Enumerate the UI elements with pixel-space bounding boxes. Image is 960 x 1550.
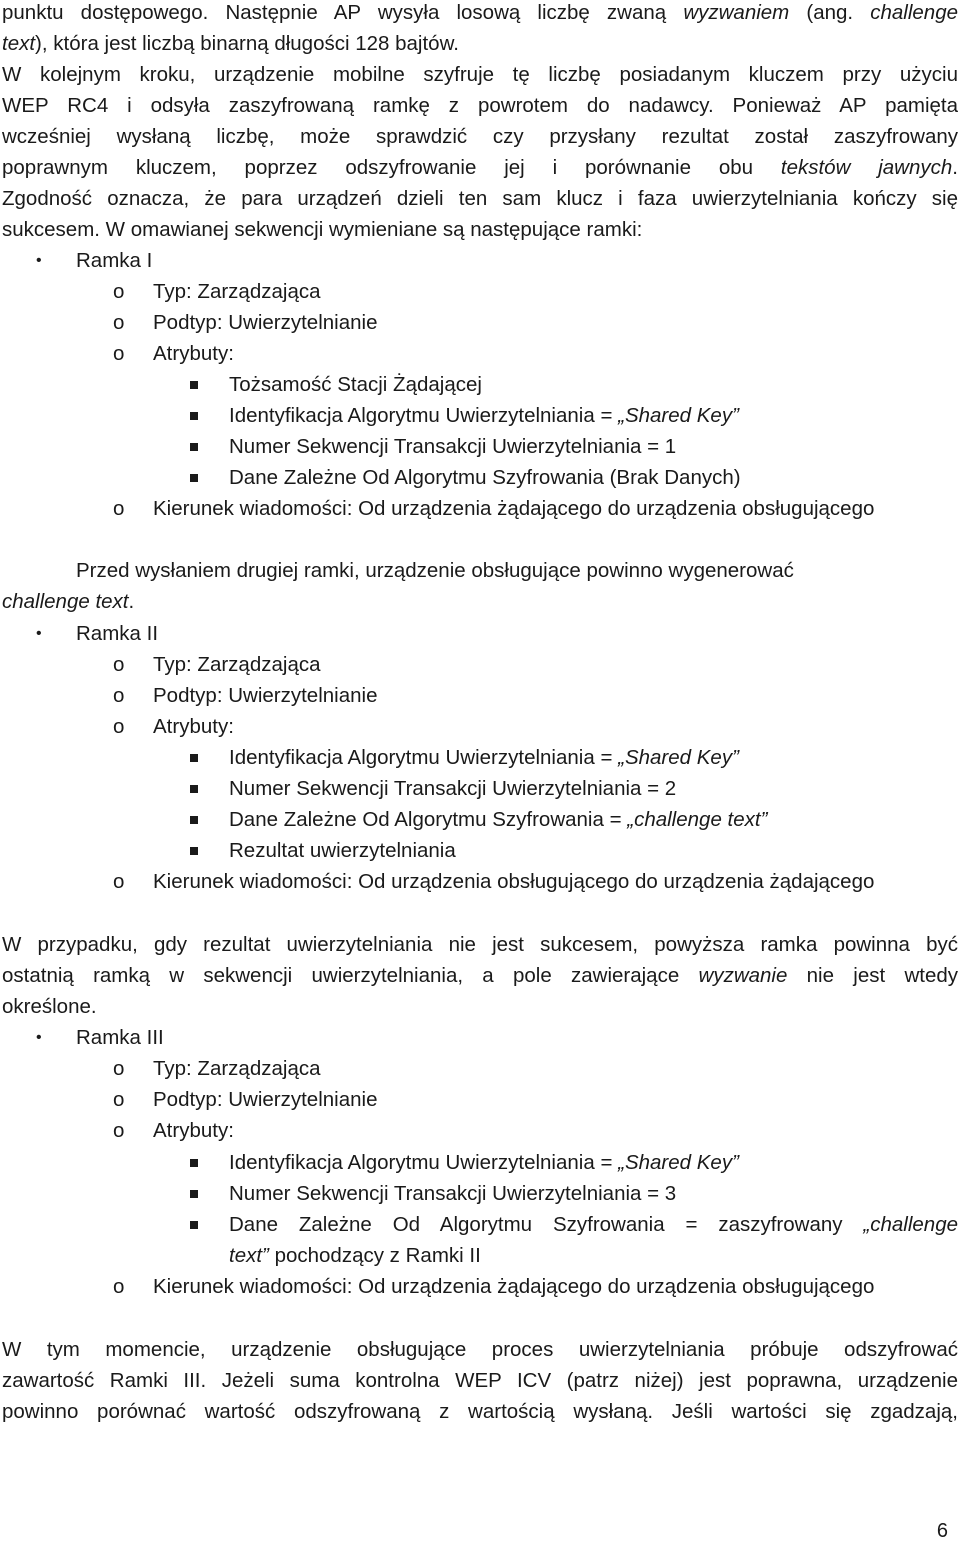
frame-title: Ramka II — [76, 622, 159, 645]
attribute-item-continued: text” pochodzący z Ramki II — [229, 1244, 481, 1267]
sub-bullet-icon: o — [113, 311, 125, 334]
bullet-icon: • — [36, 252, 42, 269]
frame-title: Ramka III — [76, 1026, 164, 1049]
text-line: challenge text. — [2, 590, 135, 613]
sub-bullet-icon: o — [113, 1057, 125, 1080]
square-bullet-icon — [190, 785, 198, 793]
frame-subtype: Podtyp: Uwierzytelnianie — [153, 311, 378, 334]
attribute-item: Dane Zależne Od Algorytmu Szyfrowania = „challenge text” — [229, 808, 768, 831]
attribute-item: Identyfikacja Algorytmu Uwierzytelniania = „Shared Key” — [229, 404, 739, 427]
frame-direction: Kierunek wiadomości: Od urządzenia żądającego do urządzenia obsługującego — [153, 1275, 875, 1298]
square-bullet-icon — [190, 412, 198, 420]
frame-attributes: Atrybuty: — [153, 342, 234, 365]
square-bullet-icon — [190, 1221, 198, 1229]
frame-direction: Kierunek wiadomości: Od urządzenia żądającego do urządzenia obsługującego — [153, 497, 875, 520]
sub-bullet-icon: o — [113, 1088, 125, 1111]
attribute-item: Tożsamość Stacji Żądającej — [229, 373, 482, 396]
text-line: zawartość Ramki III. Jeżeli suma kontrolna WEP ICV (patrz niżej) jest poprawna, urządzenie — [2, 1369, 958, 1392]
text-line: poprawnym kluczem, poprzez odszyfrowanie jej i porównanie obu tekstów jawnych. — [2, 156, 958, 179]
attribute-item: Numer Sekwencji Transakcji Uwierzytelniania = 2 — [229, 777, 677, 800]
frame-type: Typ: Zarządzająca — [153, 280, 321, 303]
attribute-item: Dane Zależne Od Algorytmu Szyfrowania (Brak Danych) — [229, 466, 741, 489]
text-line: punktu dostępowego. Następnie AP wysyła losową liczbę zwaną wyzwaniem (ang. challenge — [2, 1, 958, 24]
attribute-item: Numer Sekwencji Transakcji Uwierzytelniania = 1 — [229, 435, 677, 458]
attribute-item: Identyfikacja Algorytmu Uwierzytelniania = „Shared Key” — [229, 1151, 739, 1174]
bullet-icon: • — [36, 1029, 42, 1046]
attribute-item: Identyfikacja Algorytmu Uwierzytelniania = „Shared Key” — [229, 746, 739, 769]
text-line: sukcesem. W omawianej sekwencji wymieniane są następujące ramki: — [2, 218, 643, 241]
text-line: W tym momencie, urządzenie obsługujące proces uwierzytelniania próbuje odszyfrować — [2, 1338, 958, 1361]
frame-attributes: Atrybuty: — [153, 1119, 234, 1142]
square-bullet-icon — [190, 754, 198, 762]
bullet-icon: • — [36, 625, 42, 642]
sub-bullet-icon: o — [113, 715, 125, 738]
square-bullet-icon — [190, 443, 198, 451]
attribute-item: Rezultat uwierzytelniania — [229, 839, 456, 862]
sub-bullet-icon: o — [113, 1275, 125, 1298]
text-line: WEP RC4 i odsyła zaszyfrowaną ramkę z powrotem do nadawcy. Ponieważ AP pamięta — [2, 94, 958, 117]
square-bullet-icon — [190, 847, 198, 855]
text-line: Zgodność oznacza, że para urządzeń dzieli ten sam klucz i faza uwierzytelniania kończy się — [2, 187, 958, 210]
square-bullet-icon — [190, 474, 198, 482]
text-line: W przypadku, gdy rezultat uwierzytelniania nie jest sukcesem, powyższa ramka powinna być — [2, 933, 958, 956]
frame-subtype: Podtyp: Uwierzytelnianie — [153, 1088, 378, 1111]
text-line: Przed wysłaniem drugiej ramki, urządzenie obsługujące powinno wygenerować — [76, 559, 794, 582]
frame-attributes: Atrybuty: — [153, 715, 234, 738]
text-line: ostatnią ramką w sekwencji uwierzytelniania, a pole zawierające wyzwanie nie jest wtedy — [2, 964, 958, 987]
text-line: W kolejnym kroku, urządzenie mobilne szyfruje tę liczbę posiadanym kluczem przy użyciu — [2, 63, 958, 86]
square-bullet-icon — [190, 816, 198, 824]
sub-bullet-icon: o — [113, 342, 125, 365]
attribute-item: Dane Zależne Od Algorytmu Szyfrowania = zaszyfrowany „challenge — [229, 1213, 958, 1236]
text-line: wcześniej wysłaną liczbę, może sprawdzić czy przysłany rezultat został zaszyfrowany — [2, 125, 958, 148]
attribute-item: Numer Sekwencji Transakcji Uwierzytelniania = 3 — [229, 1182, 677, 1205]
page-number: 6 — [936, 1520, 948, 1542]
sub-bullet-icon: o — [113, 653, 125, 676]
text-line: powinno porównać wartość odszyfrowaną z wartością wysłaną. Jeśli wartości się zgadzają, — [2, 1400, 958, 1423]
frame-type: Typ: Zarządzająca — [153, 1057, 321, 1080]
square-bullet-icon — [190, 1190, 198, 1198]
frame-direction: Kierunek wiadomości: Od urządzenia obsługującego do urządzenia żądającego — [153, 870, 875, 893]
frame-type: Typ: Zarządzająca — [153, 653, 321, 676]
square-bullet-icon — [190, 381, 198, 389]
frame-subtype: Podtyp: Uwierzytelnianie — [153, 684, 378, 707]
sub-bullet-icon: o — [113, 280, 125, 303]
sub-bullet-icon: o — [113, 497, 125, 520]
square-bullet-icon — [190, 1159, 198, 1167]
sub-bullet-icon: o — [113, 684, 125, 707]
text-line: text), która jest liczbą binarną długości 128 bajtów. — [2, 32, 459, 55]
sub-bullet-icon: o — [113, 1119, 125, 1142]
frame-title: Ramka I — [76, 249, 153, 272]
sub-bullet-icon: o — [113, 870, 125, 893]
text-line: określone. — [2, 995, 97, 1018]
